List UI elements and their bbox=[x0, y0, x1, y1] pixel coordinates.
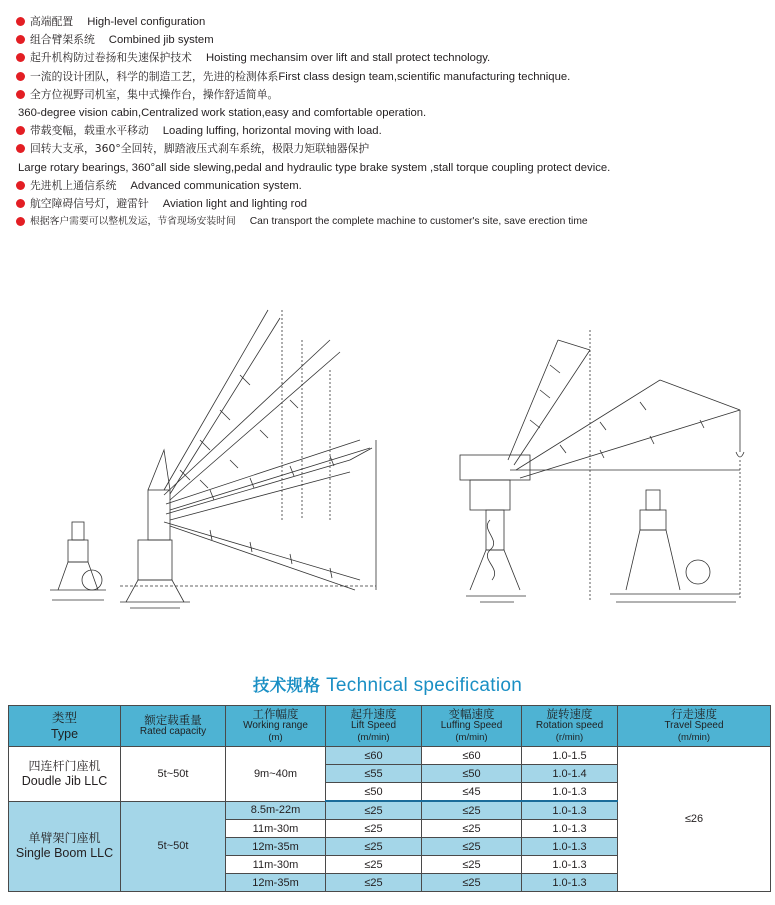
bullet-icon bbox=[16, 17, 25, 26]
feature-item bbox=[14, 31, 769, 49]
luff-cell: ≤50 bbox=[422, 765, 522, 783]
travel-speed-cell: ≤26 bbox=[618, 747, 771, 892]
feature-item bbox=[14, 213, 769, 231]
range-cell: 12m-35m bbox=[226, 874, 326, 892]
luff-cell: ≤25 bbox=[422, 856, 522, 874]
rot-cell: 1.0-1.3 bbox=[522, 801, 618, 820]
range-cell: 9m~40m bbox=[226, 747, 326, 802]
feature-list bbox=[14, 13, 769, 231]
bullet-icon bbox=[16, 217, 25, 226]
feature-item bbox=[14, 68, 769, 86]
feature-zh: 根据客户需要可以整机发运，节省现场安装时间 bbox=[30, 216, 236, 228]
feature-zh: 高端配置 bbox=[30, 15, 74, 28]
feature-en: Can transport the complete machine to customer's site, save erection time bbox=[249, 216, 588, 228]
feature-en: Combined jib system bbox=[108, 34, 214, 47]
header-lift-speed: 起升速度 Lift Speed (m/min) bbox=[326, 706, 422, 747]
feature-item bbox=[14, 49, 769, 67]
feature-item bbox=[14, 195, 769, 213]
rot-cell: 1.0-1.5 bbox=[522, 747, 618, 765]
crane-drawings bbox=[0, 290, 775, 620]
rot-cell: 1.0-1.3 bbox=[522, 820, 618, 838]
header-luffing-speed: 变幅速度 Luffing Speed (m/min) bbox=[422, 706, 522, 747]
rot-cell: 1.0-1.3 bbox=[522, 856, 618, 874]
luff-cell: ≤45 bbox=[422, 783, 522, 802]
feature-en: First class design team,scientific manufacturing technique. bbox=[278, 70, 571, 83]
lift-cell: ≤50 bbox=[326, 783, 422, 802]
bullet-icon bbox=[16, 35, 25, 44]
spec-title-zh: 技术规格 bbox=[252, 676, 321, 695]
lift-cell: ≤60 bbox=[326, 747, 422, 765]
lift-cell: ≤25 bbox=[326, 838, 422, 856]
range-cell: 12m-35m bbox=[226, 838, 326, 856]
luff-cell: ≤25 bbox=[422, 820, 522, 838]
header-range: 工作幅度 Working range (m) bbox=[226, 706, 326, 747]
luff-cell: ≤60 bbox=[422, 747, 522, 765]
lift-cell: ≤25 bbox=[326, 874, 422, 892]
feature-zh: 起升机构防过卷扬和失速保护技术 bbox=[30, 51, 192, 65]
range-cell: 11m-30m bbox=[226, 856, 326, 874]
header-capacity: 额定载重量 Rated capacity bbox=[121, 706, 226, 747]
type-single-boom: 单臂架门座机 Single Boom LLC bbox=[9, 801, 121, 892]
range-cell: 11m-30m bbox=[226, 820, 326, 838]
bullet-icon bbox=[16, 199, 25, 208]
rot-cell: 1.0-1.3 bbox=[522, 874, 618, 892]
capacity-cell: 5t~50t bbox=[121, 801, 226, 892]
header-travel-speed: 行走速度 Travel Speed (m/min) bbox=[618, 706, 771, 747]
feature-item bbox=[14, 86, 769, 104]
rot-cell: 1.0-1.3 bbox=[522, 838, 618, 856]
spec-title bbox=[0, 672, 775, 697]
feature-zh: 回转大支承，360°全回转，脚踏液压式刹车系统，极限力矩联轴器保护 bbox=[30, 142, 370, 156]
feature-item-continuation bbox=[14, 159, 769, 177]
feature-zh: 航空障碍信号灯，避雷针 bbox=[30, 197, 149, 211]
table-row bbox=[9, 747, 771, 765]
feature-item bbox=[14, 122, 769, 140]
spec-title-en: Technical specification bbox=[326, 675, 523, 696]
header-type: 类型 Type bbox=[9, 706, 121, 747]
luff-cell: ≤25 bbox=[422, 874, 522, 892]
single-boom-crane-drawing bbox=[440, 310, 770, 620]
bullet-icon bbox=[16, 90, 25, 99]
luff-cell: ≤25 bbox=[422, 801, 522, 820]
feature-zh: 组合臂架系统 bbox=[30, 33, 95, 47]
double-jib-crane-drawing bbox=[30, 290, 400, 620]
feature-zh: 带载变幅，载重水平移动 bbox=[30, 124, 149, 138]
feature-en: 360-degree vision cabin,Centralized work station,easy and comfortable operation. bbox=[18, 107, 427, 120]
lift-cell: ≤55 bbox=[326, 765, 422, 783]
type-double-jib: 四连杆门座机 Doudle Jib LLC bbox=[9, 747, 121, 802]
feature-en: Hoisting mechansim over lift and stall protect technology. bbox=[205, 52, 491, 65]
feature-item bbox=[14, 177, 769, 195]
feature-en: Large rotary bearings, 360°all side slewing,pedal and hydraulic type brake system ,stall torque coupling protect device. bbox=[18, 161, 611, 174]
feature-item-continuation bbox=[14, 104, 769, 122]
range-cell: 8.5m-22m bbox=[226, 801, 326, 820]
lift-cell: ≤25 bbox=[326, 856, 422, 874]
bullet-icon bbox=[16, 126, 25, 135]
feature-en: Advanced communication system. bbox=[130, 179, 302, 192]
feature-zh: 全方位视野司机室，集中式操作台，操作舒适简单。 bbox=[30, 87, 279, 101]
bullet-icon bbox=[16, 181, 25, 190]
feature-en: Loading luffing, horizontal moving with load. bbox=[162, 125, 382, 138]
luff-cell: ≤25 bbox=[422, 838, 522, 856]
bullet-icon bbox=[16, 72, 25, 81]
lift-cell: ≤25 bbox=[326, 820, 422, 838]
feature-en: Aviation light and lighting rod bbox=[162, 198, 308, 211]
feature-item bbox=[14, 13, 769, 31]
rot-cell: 1.0-1.4 bbox=[522, 765, 618, 783]
header-rotation-speed: 旋转速度 Rotation speed (r/min) bbox=[522, 706, 618, 747]
lift-cell: ≤25 bbox=[326, 801, 422, 820]
feature-en: High-level configuration bbox=[87, 16, 206, 28]
feature-item bbox=[14, 140, 769, 158]
bullet-icon bbox=[16, 144, 25, 153]
bullet-icon bbox=[16, 53, 25, 62]
feature-zh: 先进机上通信系统 bbox=[30, 178, 117, 192]
feature-zh: 一流的设计团队，科学的制造工艺，先进的检测体系 bbox=[30, 69, 279, 83]
table-header-row bbox=[9, 706, 771, 747]
capacity-cell: 5t~50t bbox=[121, 747, 226, 802]
spec-table bbox=[8, 705, 771, 892]
rot-cell: 1.0-1.3 bbox=[522, 783, 618, 802]
